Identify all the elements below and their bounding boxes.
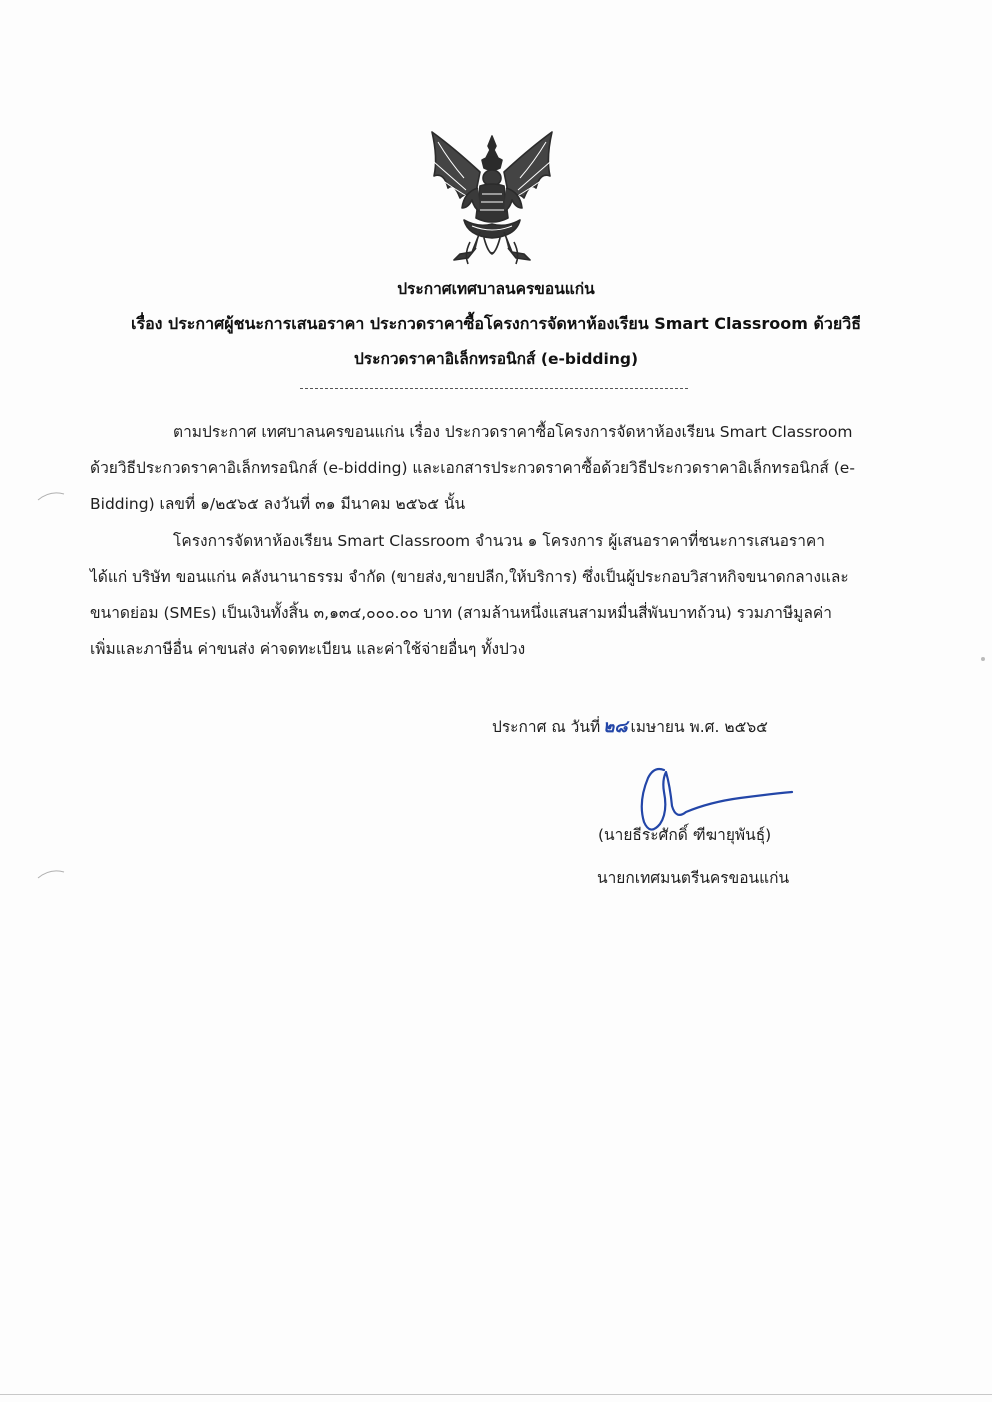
page-bottom-edge	[0, 1394, 992, 1395]
date-prefix: ประกาศ ณ วันที่	[492, 718, 601, 736]
announcement-agency: ประกาศเทศบาลนครขอนแก่น	[397, 280, 595, 298]
paragraph-1-line-3: Bidding) เลขที่ ๑/๒๕๖๕ ลงวันที่ ๓๑ มีนาคม ๒๕๖๕ นั้น	[90, 495, 466, 513]
paragraph-2-line-1: โครงการจัดหาห้องเรียน Smart Classroom จำนวน ๑ โครงการ ผู้เสนอราคาที่ชนะการเสนอราคา	[173, 532, 825, 550]
garuda-emblem-icon	[424, 128, 560, 270]
paragraph-2-line-2: ได้แก่ บริษัท ขอนแก่น คลังนานาธรรม จำกัด (ขายส่ง,ขายปลีก,ให้บริการ) ซึ่งเป็นผู้ประกอบวิสาหกิจขนาดกลางและ	[90, 568, 849, 586]
date-day-handwritten: ๒๘	[603, 717, 628, 737]
paragraph-2-line-4: เพิ่มและภาษีอื่น ค่าขนส่ง ค่าจดทะเบียน และค่าใช้จ่ายอื่นๆ ทั้งปวง	[90, 640, 526, 658]
announcement-date	[492, 713, 768, 740]
announcement-subject-continued: ประกวดราคาอิเล็กทรอนิกส์ (e-bidding)	[353, 350, 639, 368]
paragraph-2-line-3: ขนาดย่อม (SMEs) เป็นเงินทั้งสิ้น ๓,๑๓๔,๐๐๐.๐๐ บาท (สามล้านหนึ่งแสนสามหมื่นสี่พันบาทถ้วน) รวมภาษีมูลค่า	[90, 604, 832, 622]
announcement-subject: เรื่อง ประกาศผู้ชนะการเสนอราคา ประกวดราคาซื้อโครงการจัดหาห้องเรียน Smart Classroom ด้วยวิธี	[131, 314, 861, 333]
scan-dot	[981, 657, 985, 661]
signer-name: (นายธีระศักดิ์ ฑีฆายุพันธุ์)	[598, 826, 772, 844]
paragraph-1-line-1: ตามประกาศ เทศบาลนครขอนแก่น เรื่อง ประกวดราคาซื้อโครงการจัดหาห้องเรียน Smart Classroom	[173, 423, 853, 441]
scan-mark	[36, 488, 66, 502]
date-suffix: เมษายน พ.ศ. ๒๕๖๕	[630, 718, 768, 736]
scan-mark	[36, 866, 66, 880]
header-divider	[300, 388, 688, 389]
paragraph-1-line-2: ด้วยวิธีประกวดราคาอิเล็กทรอนิกส์ (e-bidding) และเอกสารประกวดราคาซื้อด้วยวิธีประกวดราคาอิเล็กทรอนิกส์ (e-	[90, 459, 855, 477]
signer-title: นายกเทศมนตรีนครขอนแก่น	[597, 869, 790, 887]
